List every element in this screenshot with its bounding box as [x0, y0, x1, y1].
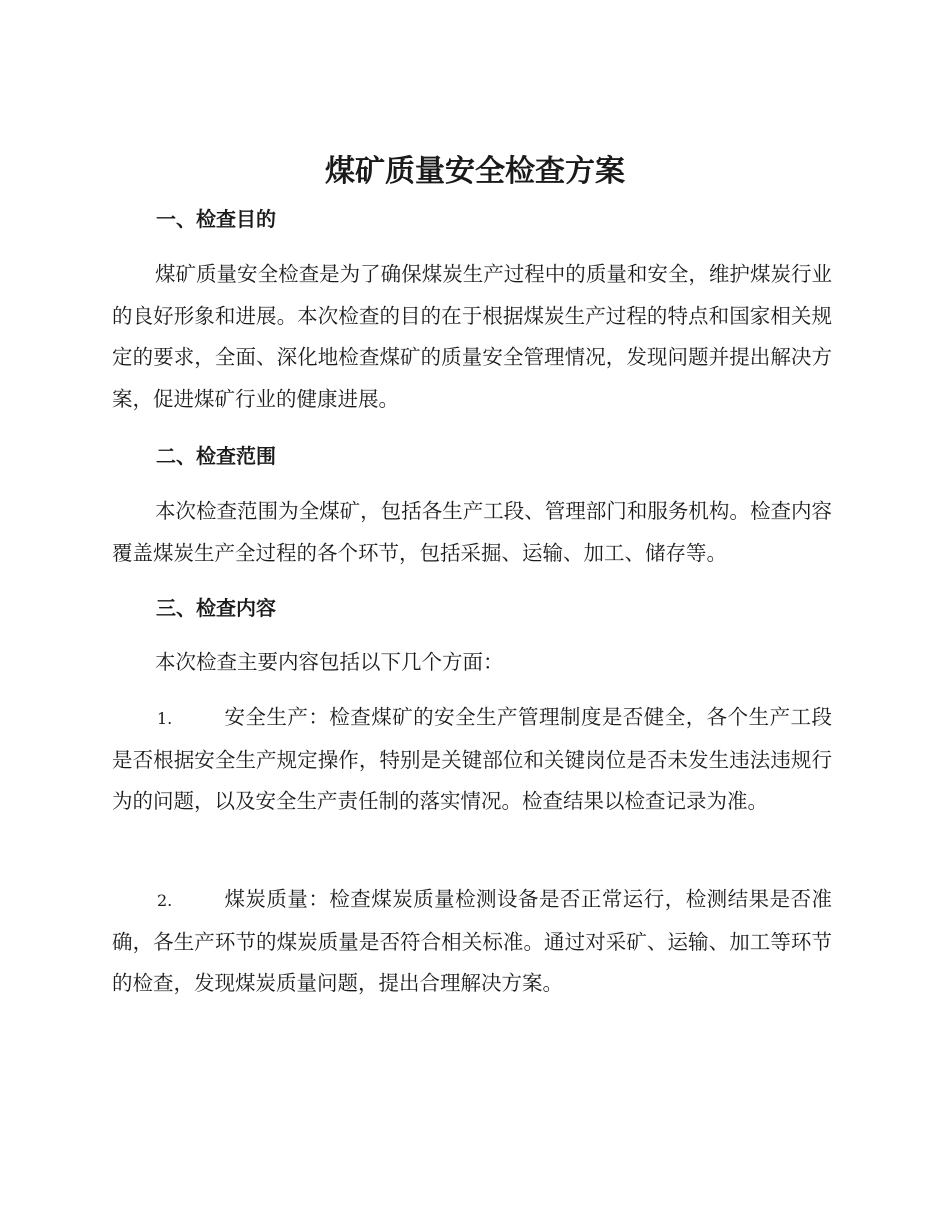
list-item-number: 1.: [157, 709, 173, 728]
section-heading-purpose: 一、检查目的: [156, 207, 276, 231]
list-item: [112, 879, 832, 1005]
section-heading-content: 三、检查内容: [156, 596, 276, 620]
section-heading-scope: 二、检查范围: [156, 444, 276, 468]
section-paragraph-purpose: 煤矿质量安全检查是为了确保煤炭生产过程中的质量和安全，维护煤炭行业的良好形象和进展。本次检查的目的在于根据煤炭生产过程的特点和国家相关规定的要求，全面、深化地检查煤矿的质量安全管理情况，发现问题并提出解决方案，促进煤矿行业的健康进展。: [112, 262, 832, 411]
section-paragraph-scope: 本次检查范围为全煤矿，包括各生产工段、管理部门和服务机构。检查内容覆盖煤炭生产全过程的各个环节，包括采掘、运输、加工、储存等。: [112, 499, 832, 565]
list-item-text: 煤炭质量：检查煤炭质量检测设备是否正常运行，检测结果是否准确，各生产环节的煤炭质量是否符合相关标准。通过对采矿、运输、加工等环节的检查，发现煤炭质量问题，提出合理解决方案。: [112, 887, 832, 995]
list-item: [112, 697, 832, 823]
document-title: 煤矿质量安全检查方案: [325, 154, 625, 189]
list-item-text: 安全生产：检查煤矿的安全生产管理制度是否健全，各个生产工段是否根据安全生产规定操作，特别是关键部位和关键岗位是否未发生违法违规行为的问题，以及安全生产责任制的落实情况。检查结果以检查记录为准。: [112, 705, 832, 813]
section-paragraph-content-intro: 本次检查主要内容包括以下几个方面：: [155, 650, 504, 674]
list-item-number: 2.: [157, 891, 173, 910]
